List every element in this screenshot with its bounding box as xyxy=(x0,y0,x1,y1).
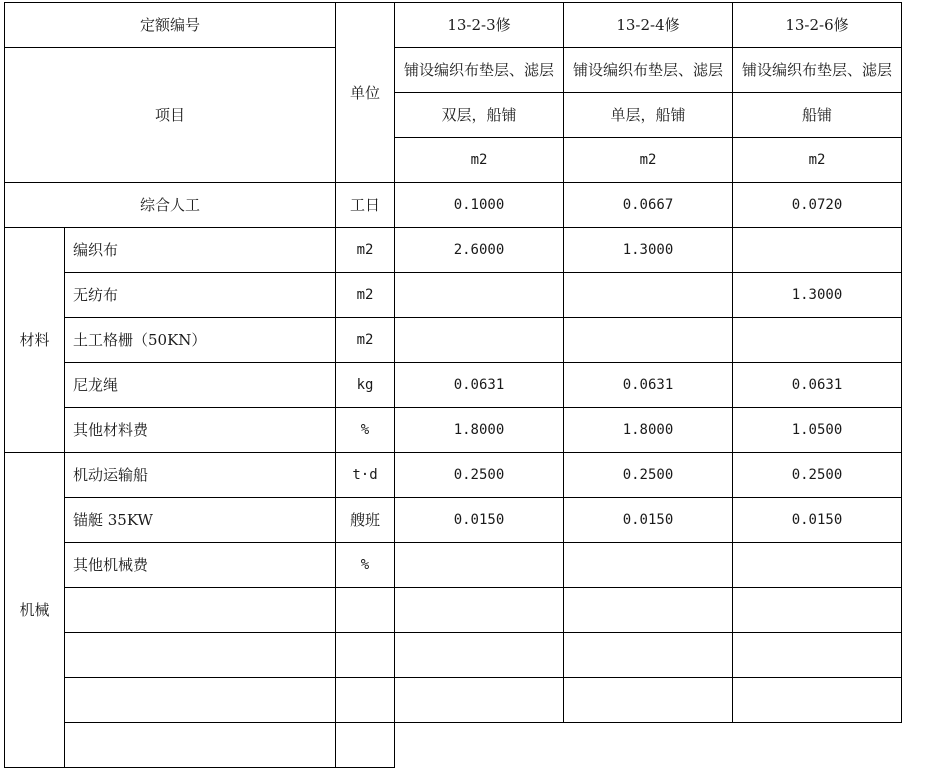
value-cell: 1.3000 xyxy=(733,273,902,318)
item-name: 编织布 xyxy=(65,228,336,273)
machinery-row xyxy=(5,498,902,543)
measure-cell: m2 xyxy=(733,138,902,183)
item-name: 机动运输船 xyxy=(65,453,336,498)
code-label: 定额编号 xyxy=(5,3,336,48)
item-name xyxy=(65,633,336,678)
value-cell: 1.0500 xyxy=(733,408,902,453)
value-cell xyxy=(395,678,564,723)
value-cell: 2.6000 xyxy=(395,228,564,273)
item-name: 土工格栅（50KN） xyxy=(65,318,336,363)
value-cell xyxy=(564,633,733,678)
item-unit xyxy=(336,723,395,768)
header-row-code xyxy=(5,3,902,48)
value-cell: 0.0150 xyxy=(564,498,733,543)
item-unit xyxy=(336,678,395,723)
value-cell: 0.2500 xyxy=(733,453,902,498)
item-unit: 艘班 xyxy=(336,498,395,543)
value-cell: 0.2500 xyxy=(395,453,564,498)
value-cell: 0.1000 xyxy=(395,183,564,228)
materials-group-label: 材料 xyxy=(5,228,65,453)
value-cell: 1.8000 xyxy=(564,408,733,453)
material-row xyxy=(5,318,902,363)
measure-cell: m2 xyxy=(395,138,564,183)
machinery-row xyxy=(5,588,902,633)
value-cell: 0.0631 xyxy=(564,363,733,408)
value-cell: 0.0150 xyxy=(733,498,902,543)
item-name: 无纺布 xyxy=(65,273,336,318)
item-unit: kg xyxy=(336,363,395,408)
spec-cell: 船铺 xyxy=(733,93,902,138)
value-cell: 1.3000 xyxy=(564,228,733,273)
blank-area xyxy=(395,723,902,768)
value-cell xyxy=(395,588,564,633)
value-cell: 0.0667 xyxy=(564,183,733,228)
item-name: 其他材料费 xyxy=(65,408,336,453)
header-row-work xyxy=(5,48,902,93)
item-name: 锚艇 35KW xyxy=(65,498,336,543)
value-cell: 0.2500 xyxy=(564,453,733,498)
value-cell xyxy=(395,633,564,678)
quota-table xyxy=(4,2,902,768)
value-cell: 1.8000 xyxy=(395,408,564,453)
machinery-row xyxy=(5,678,902,723)
value-cell xyxy=(733,678,902,723)
labor-unit: 工日 xyxy=(336,183,395,228)
work-cell: 铺设编织布垫层、滤层 xyxy=(395,48,564,93)
machinery-group-label: 机械 xyxy=(5,453,65,768)
item-unit: t·d xyxy=(336,453,395,498)
item-name: 其他机械费 xyxy=(65,543,336,588)
material-row xyxy=(5,273,902,318)
value-cell xyxy=(395,318,564,363)
machinery-row xyxy=(5,543,902,588)
value-cell xyxy=(733,633,902,678)
value-cell xyxy=(395,543,564,588)
item-unit: % xyxy=(336,408,395,453)
item-unit: m2 xyxy=(336,228,395,273)
value-cell: 0.0150 xyxy=(395,498,564,543)
value-cell xyxy=(733,588,902,633)
value-cell: 0.0631 xyxy=(733,363,902,408)
labor-row xyxy=(5,183,902,228)
code-cell: 13-2-6修 xyxy=(733,3,902,48)
spec-cell: 双层，船铺 xyxy=(395,93,564,138)
labor-name: 综合人工 xyxy=(5,183,336,228)
item-name xyxy=(65,588,336,633)
value-cell xyxy=(395,273,564,318)
value-cell: 0.0720 xyxy=(733,183,902,228)
item-label: 项目 xyxy=(5,48,336,183)
value-cell xyxy=(564,543,733,588)
item-name xyxy=(65,723,336,768)
code-cell: 13-2-3修 xyxy=(395,3,564,48)
work-cell: 铺设编织布垫层、滤层 xyxy=(733,48,902,93)
machinery-row xyxy=(5,453,902,498)
code-cell: 13-2-4修 xyxy=(564,3,733,48)
value-cell xyxy=(733,543,902,588)
item-unit: % xyxy=(336,543,395,588)
value-cell xyxy=(564,273,733,318)
machinery-row xyxy=(5,633,902,678)
value-cell xyxy=(733,318,902,363)
unit-header: 单位 xyxy=(336,3,395,183)
value-cell xyxy=(564,588,733,633)
measure-cell: m2 xyxy=(564,138,733,183)
item-unit xyxy=(336,633,395,678)
value-cell xyxy=(564,318,733,363)
spec-cell: 单层，船铺 xyxy=(564,93,733,138)
work-cell: 铺设编织布垫层、滤层 xyxy=(564,48,733,93)
machinery-row xyxy=(5,723,902,768)
material-row xyxy=(5,228,902,273)
material-row xyxy=(5,363,902,408)
material-row xyxy=(5,408,902,453)
value-cell: 0.0631 xyxy=(395,363,564,408)
item-name xyxy=(65,678,336,723)
item-unit: m2 xyxy=(336,273,395,318)
value-cell xyxy=(564,678,733,723)
item-unit: m2 xyxy=(336,318,395,363)
value-cell xyxy=(733,228,902,273)
item-unit xyxy=(336,588,395,633)
item-name: 尼龙绳 xyxy=(65,363,336,408)
